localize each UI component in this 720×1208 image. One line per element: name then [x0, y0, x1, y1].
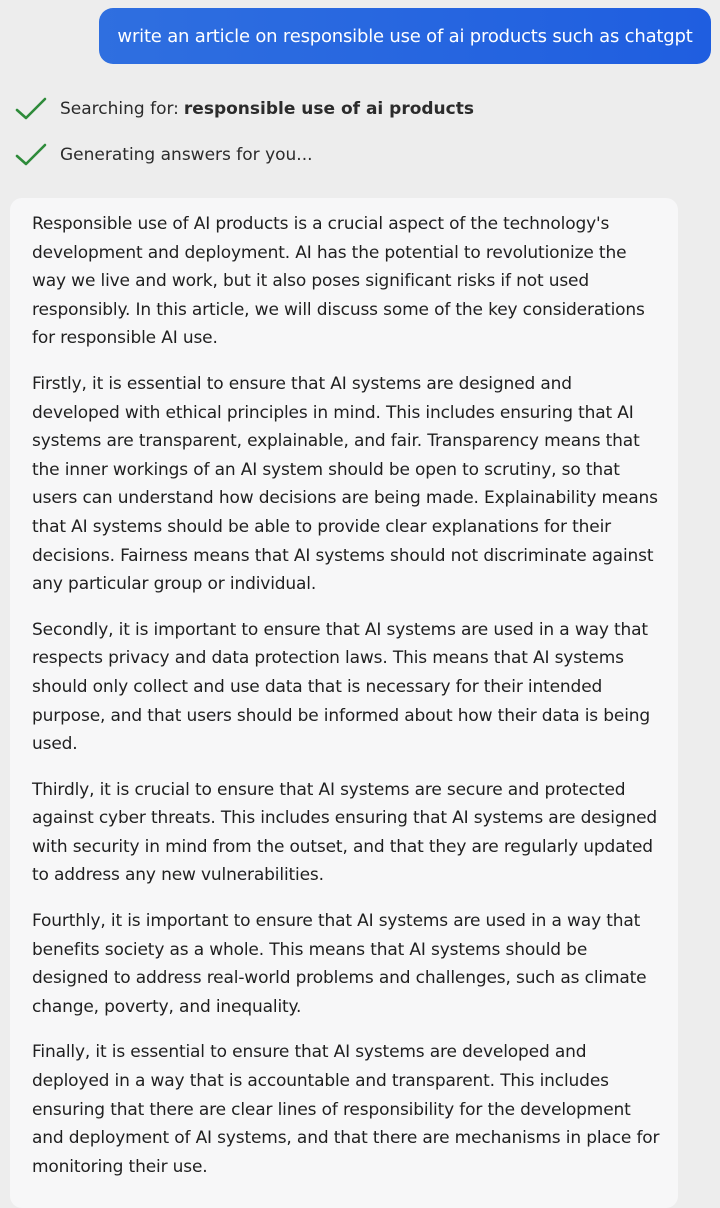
search-status	[14, 96, 474, 122]
answer-paragraph: Firstly, it is essential to ensure that AI systems are designed and developed with ethical principles in mind. This includes ensuring that AI systems are transparent, explainable, and fair. Transparency means that the inner workings of an AI system should be open to scrutiny, so that users can understand how decisions are being made. Explainability means that AI systems should be able to provide clear explanations for their decisions. Fairness means that AI systems should not discriminate against any particular group or individual.	[32, 373, 658, 595]
checkmark-icon	[14, 142, 48, 168]
answer-paragraph: Responsible use of AI products is a crucial aspect of the technology's development and deployment. AI has the potential to revolutionize the way we live and work, but it also poses significant risks if not used responsibly. In this article, we will discuss some of the key considerations for responsible AI use.	[32, 214, 645, 349]
checkmark-icon	[14, 96, 48, 122]
user-message-bubble	[99, 8, 711, 64]
answer-paragraph: Fourthly, it is important to ensure that AI systems are used in a way that benefits society as a whole. This means that AI systems should be designed to address real-world problems and challenges, such as climate change, poverty, and inequality.	[32, 911, 647, 1017]
search-status-label: Searching for:	[60, 99, 179, 119]
user-message-text: write an article on responsible use of ai products such as chatgpt	[117, 25, 693, 47]
answer-card	[10, 198, 678, 1208]
generating-status-label: Generating answers for you...	[60, 145, 313, 165]
answer-paragraph: Finally, it is essential to ensure that AI systems are developed and deployed in a way that is accountable and transparent. This includes ensuring that there are clear lines of responsibility for the development and deployment of AI systems, and that there are mechanisms in place for monitoring their use.	[32, 1042, 660, 1177]
search-term: responsible use of ai products	[183, 99, 474, 119]
answer-paragraph: Thirdly, it is crucial to ensure that AI systems are secure and protected against cyber threats. This includes ensuring that AI systems are designed with security in mind from the outset, and that they are regularly updated to address any new vulnerabilities.	[32, 779, 658, 886]
answer-paragraph: Secondly, it is important to ensure that AI systems are used in a way that respects privacy and data protection laws. This means that AI systems should only collect and use data that is necessary for their intended purpose, and that users should be informed about how their data is being used.	[32, 619, 651, 755]
generating-status	[14, 142, 313, 168]
